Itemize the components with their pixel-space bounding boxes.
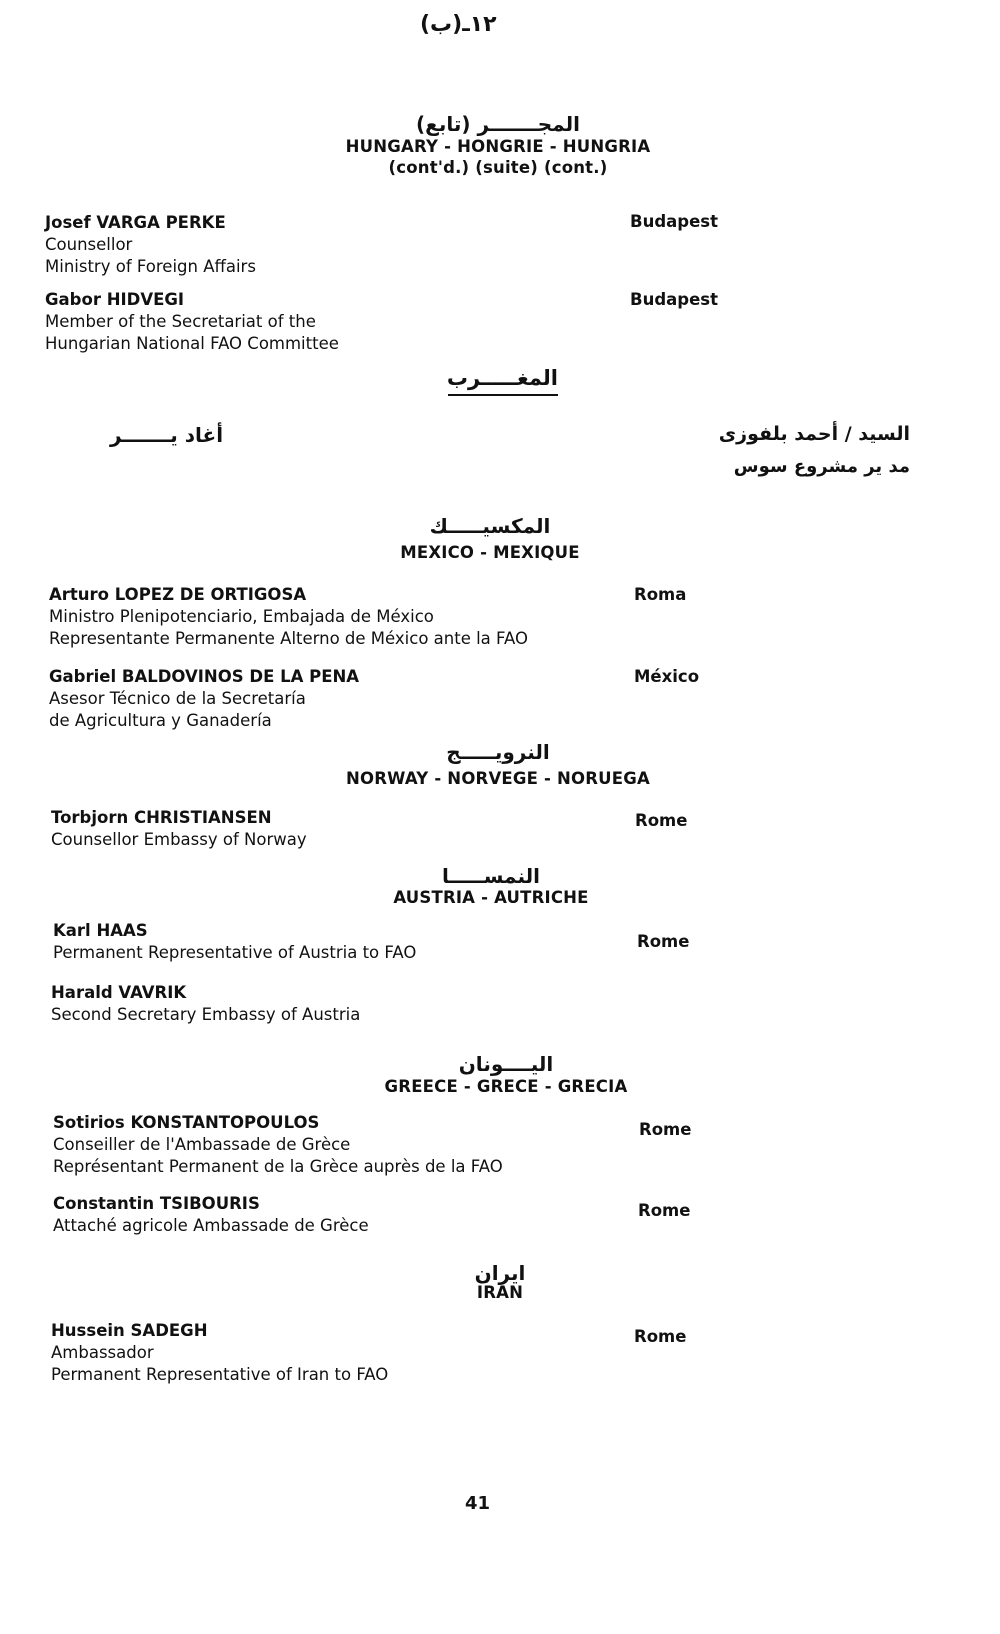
austria-arabic-heading: النمســـــا: [442, 864, 540, 888]
morocco-delegate-name: السيد / أحمد بلفوزى: [718, 423, 910, 445]
hungary-arabic-heading: المجـــــــر (تابع): [416, 112, 580, 136]
greece-arabic-heading: اليــــونان: [458, 1052, 554, 1076]
page-number: 41: [465, 1493, 491, 1514]
delegate-city: Rome: [634, 1327, 687, 1346]
delegate-entry: [51, 982, 360, 1026]
hungary-continued: (cont'd.) (suite) (cont.): [388, 158, 608, 177]
norway-arabic-heading: النرويـــــج: [446, 740, 550, 764]
delegate-title: Ambassador: [51, 1343, 154, 1362]
delegate-name: Gabor HIDVEGI: [45, 290, 185, 309]
austria-heading: AUSTRIA - AUTRICHE: [393, 888, 589, 907]
delegate-entry: [45, 289, 339, 355]
delegate-title: Asesor Técnico de la Secretaría: [49, 689, 306, 708]
delegate-entry: [51, 807, 307, 851]
iran-heading: IRAN: [476, 1283, 524, 1302]
delegate-title: Member of the Secretariat of the: [45, 312, 316, 331]
delegate-title: Permanent Representative of Iran to FAO: [51, 1365, 389, 1384]
delegate-title: Ministro Plenipotenciario, Embajada de México: [49, 607, 434, 626]
delegate-entry: [53, 1112, 503, 1178]
delegate-entry: [51, 1320, 388, 1386]
delegate-entry: [49, 666, 359, 732]
delegate-name: Harald VAVRIK: [51, 983, 187, 1002]
delegate-city: Budapest: [630, 212, 718, 231]
morocco-city: أغاد يـــــــر: [110, 423, 224, 447]
delegate-name: Karl HAAS: [53, 921, 148, 940]
delegate-entry: [49, 584, 528, 650]
delegate-title: Counsellor: [45, 235, 133, 254]
morocco-delegate-title: مد ير مشروع سوس: [733, 456, 910, 477]
morocco-arabic-heading: المغـــــرب: [448, 366, 558, 396]
delegate-title: Second Secretary Embassy of Austria: [51, 1005, 361, 1024]
delegate-city: Rome: [639, 1120, 692, 1139]
delegate-city: Rome: [638, 1201, 691, 1220]
delegate-entry: [45, 212, 256, 278]
page-reference: ١٢ـ(ب): [420, 12, 497, 37]
delegate-name: Josef VARGA PERKE: [45, 213, 226, 232]
delegate-name: Arturo LOPEZ DE ORTIGOSA: [49, 585, 307, 604]
norway-heading: NORWAY - NORVEGE - NORUEGA: [346, 769, 650, 788]
delegate-title: de Agricultura y Ganadería: [49, 711, 272, 730]
delegate-name: Constantin TSIBOURIS: [53, 1194, 260, 1213]
delegate-name: Torbjorn CHRISTIANSEN: [51, 808, 272, 827]
delegate-title: Conseiller de l'Ambassade de Grèce: [53, 1135, 351, 1154]
delegate-city: Rome: [635, 811, 688, 830]
delegate-title: Attaché agricole Ambassade de Grèce: [53, 1216, 369, 1235]
delegate-title: Representante Permanente Alterno de México ante la FAO: [49, 629, 528, 648]
delegate-name: Hussein SADEGH: [51, 1321, 208, 1340]
iran-arabic-heading: ايران: [474, 1261, 526, 1285]
delegate-city: Budapest: [630, 290, 718, 309]
delegate-entry: [53, 1193, 369, 1237]
delegate-title: Counsellor Embassy of Norway: [51, 830, 307, 849]
mexico-arabic-heading: المكسيـــــك: [429, 514, 551, 538]
delegate-city: Rome: [637, 932, 690, 951]
delegate-entry: [53, 920, 416, 964]
delegate-title: Représentant Permanent de la Grèce auprès de la FAO: [53, 1157, 503, 1176]
hungary-heading: HUNGARY - HONGRIE - HUNGRIA: [345, 137, 651, 156]
mexico-heading: MEXICO - MEXIQUE: [400, 543, 580, 562]
delegate-title: Permanent Representative of Austria to FAO: [53, 943, 417, 962]
delegate-title: Ministry of Foreign Affairs: [45, 257, 256, 276]
delegate-city: Roma: [634, 585, 687, 604]
delegate-name: Gabriel BALDOVINOS DE LA PENA: [49, 667, 360, 686]
delegate-city: México: [634, 667, 700, 686]
delegate-title: Hungarian National FAO Committee: [45, 334, 339, 353]
delegate-name: Sotirios KONSTANTOPOULOS: [53, 1113, 320, 1132]
greece-heading: GREECE - GRECE - GRECIA: [384, 1077, 628, 1096]
